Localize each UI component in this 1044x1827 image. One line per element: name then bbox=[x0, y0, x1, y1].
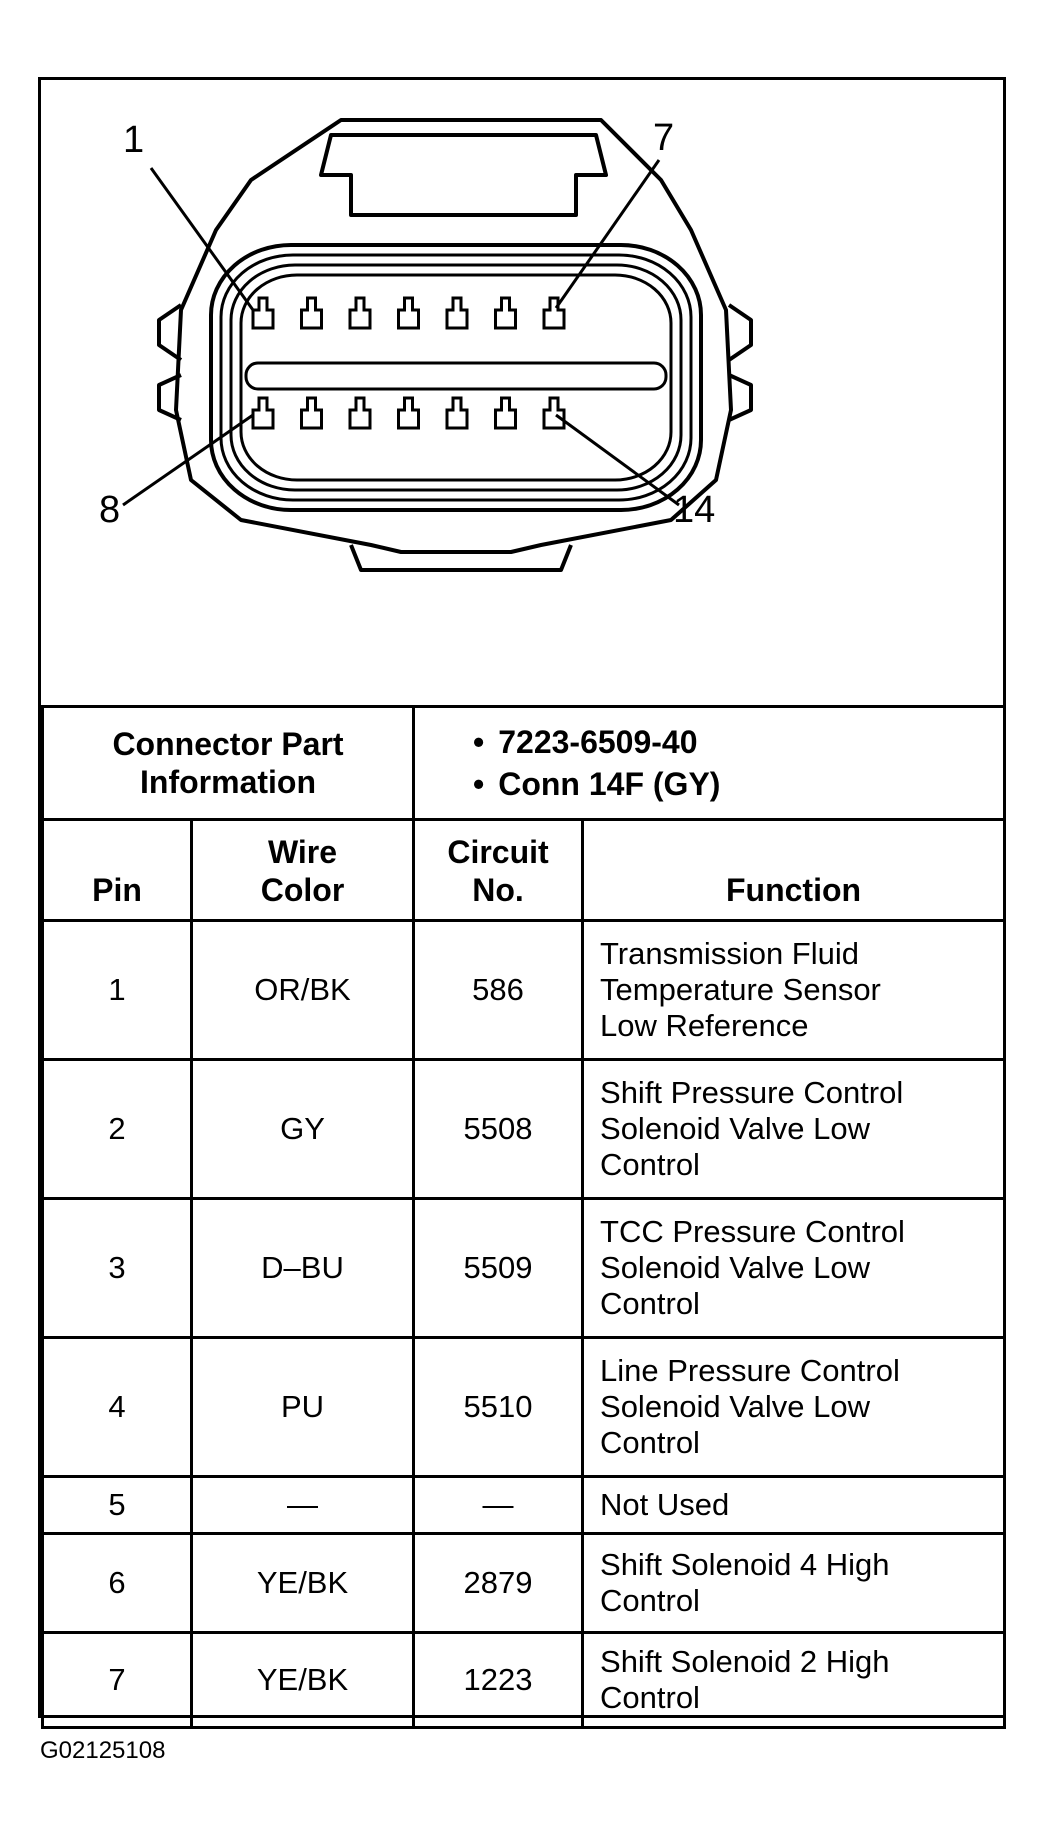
pin-cell: 5 bbox=[43, 1477, 192, 1534]
pin-cell: 6 bbox=[43, 1534, 192, 1633]
callout-8: 8 bbox=[99, 489, 121, 531]
right-ear bbox=[729, 305, 751, 360]
circuit-cell: 586 bbox=[414, 921, 583, 1060]
circuit-cell: 5509 bbox=[414, 1199, 583, 1338]
function-line: Temperature Sensor bbox=[600, 972, 881, 1007]
col-wire-color: Wire Color bbox=[192, 820, 414, 921]
pin-terminal bbox=[253, 298, 273, 328]
leader-7 bbox=[556, 160, 659, 308]
function-line: Control bbox=[600, 1680, 700, 1715]
function-line: Transmission Fluid bbox=[600, 936, 859, 971]
function-line: Solenoid Valve Low bbox=[600, 1250, 871, 1285]
circuit-cell: 1223 bbox=[414, 1633, 583, 1728]
wire-color-cell: — bbox=[192, 1477, 414, 1534]
connector-info-items bbox=[414, 707, 1005, 820]
function-line: Line Pressure Control bbox=[600, 1353, 900, 1388]
wire-color-cell: YE/BK bbox=[192, 1633, 414, 1728]
function-line: Shift Solenoid 4 High bbox=[600, 1547, 890, 1582]
callout-7: 7 bbox=[653, 117, 675, 159]
column-header-row bbox=[43, 820, 1005, 921]
center-rail bbox=[246, 363, 666, 389]
function-line: Not Used bbox=[600, 1487, 730, 1522]
function-line: Control bbox=[600, 1583, 700, 1618]
callout-1: 1 bbox=[123, 119, 145, 161]
pin-terminal bbox=[350, 298, 370, 328]
pin-cell: 3 bbox=[43, 1199, 192, 1338]
function-line: Solenoid Valve Low bbox=[600, 1111, 871, 1146]
connector-info-label: Connector Part Information bbox=[43, 707, 414, 820]
pinout-rows bbox=[43, 921, 1005, 1728]
table-row bbox=[43, 921, 1005, 1060]
circuit-cell: 2879 bbox=[414, 1534, 583, 1633]
callout-14: 14 bbox=[673, 489, 716, 531]
function-line: Control bbox=[600, 1425, 700, 1460]
function-cell bbox=[583, 1534, 1005, 1633]
wire-color-cell: OR/BK bbox=[192, 921, 414, 1060]
function-cell bbox=[583, 1633, 1005, 1728]
leader-1 bbox=[151, 168, 253, 310]
pin-cell: 7 bbox=[43, 1633, 192, 1728]
pin-cell: 1 bbox=[43, 921, 192, 1060]
figure-id: G02125108 bbox=[40, 1737, 166, 1764]
function-line: TCC Pressure Control bbox=[600, 1214, 905, 1249]
function-cell bbox=[583, 921, 1005, 1060]
function-line: Low Reference bbox=[600, 1008, 809, 1043]
pin-terminal bbox=[399, 298, 419, 328]
connector-name: • Conn 14F (GY) bbox=[473, 763, 1003, 805]
col-circuit-no: Circuit No. bbox=[414, 820, 583, 921]
wire-color-cell: YE/BK bbox=[192, 1534, 414, 1633]
table-row bbox=[43, 1633, 1005, 1728]
pinout-table bbox=[41, 705, 1006, 1729]
function-line: Shift Solenoid 2 High bbox=[600, 1644, 890, 1679]
connector-part-number: • 7223-6509-40 bbox=[473, 721, 1003, 763]
col-pin: Pin bbox=[43, 820, 192, 921]
pin-terminal bbox=[447, 398, 467, 428]
pin-terminal bbox=[544, 398, 564, 428]
connector-latch bbox=[321, 135, 606, 215]
pin-terminal bbox=[447, 298, 467, 328]
function-cell bbox=[583, 1477, 1005, 1534]
connector-housing bbox=[176, 120, 731, 552]
circuit-cell: — bbox=[414, 1477, 583, 1534]
pin-terminal bbox=[253, 398, 273, 428]
pin-terminal bbox=[302, 298, 322, 328]
pin-terminal bbox=[350, 398, 370, 428]
leader-8 bbox=[123, 415, 253, 505]
table-row bbox=[43, 1199, 1005, 1338]
function-line: Shift Pressure Control bbox=[600, 1075, 904, 1110]
figure-frame bbox=[38, 77, 1006, 1718]
wire-color-cell: D–BU bbox=[192, 1199, 414, 1338]
table-row bbox=[43, 1477, 1005, 1534]
pin-terminal bbox=[302, 398, 322, 428]
function-cell bbox=[583, 1199, 1005, 1338]
pin-cell: 4 bbox=[43, 1338, 192, 1477]
function-line: Control bbox=[600, 1147, 700, 1182]
pin-cell: 2 bbox=[43, 1060, 192, 1199]
wire-color-cell: GY bbox=[192, 1060, 414, 1199]
pin-terminal bbox=[399, 398, 419, 428]
wire-color-cell: PU bbox=[192, 1338, 414, 1477]
circuit-cell: 5508 bbox=[414, 1060, 583, 1199]
connector-diagram bbox=[41, 80, 1003, 705]
function-cell bbox=[583, 1338, 1005, 1477]
circuit-cell: 5510 bbox=[414, 1338, 583, 1477]
pin-terminal bbox=[496, 298, 516, 328]
inner-shell-1 bbox=[211, 245, 701, 510]
function-line: Control bbox=[600, 1286, 700, 1321]
table-row bbox=[43, 1060, 1005, 1199]
connector-info-row bbox=[43, 707, 1005, 820]
table-row bbox=[43, 1338, 1005, 1477]
table-row bbox=[43, 1534, 1005, 1633]
function-line: Solenoid Valve Low bbox=[600, 1389, 871, 1424]
function-cell bbox=[583, 1060, 1005, 1199]
pin-terminal bbox=[496, 398, 516, 428]
col-function: Function bbox=[583, 820, 1005, 921]
